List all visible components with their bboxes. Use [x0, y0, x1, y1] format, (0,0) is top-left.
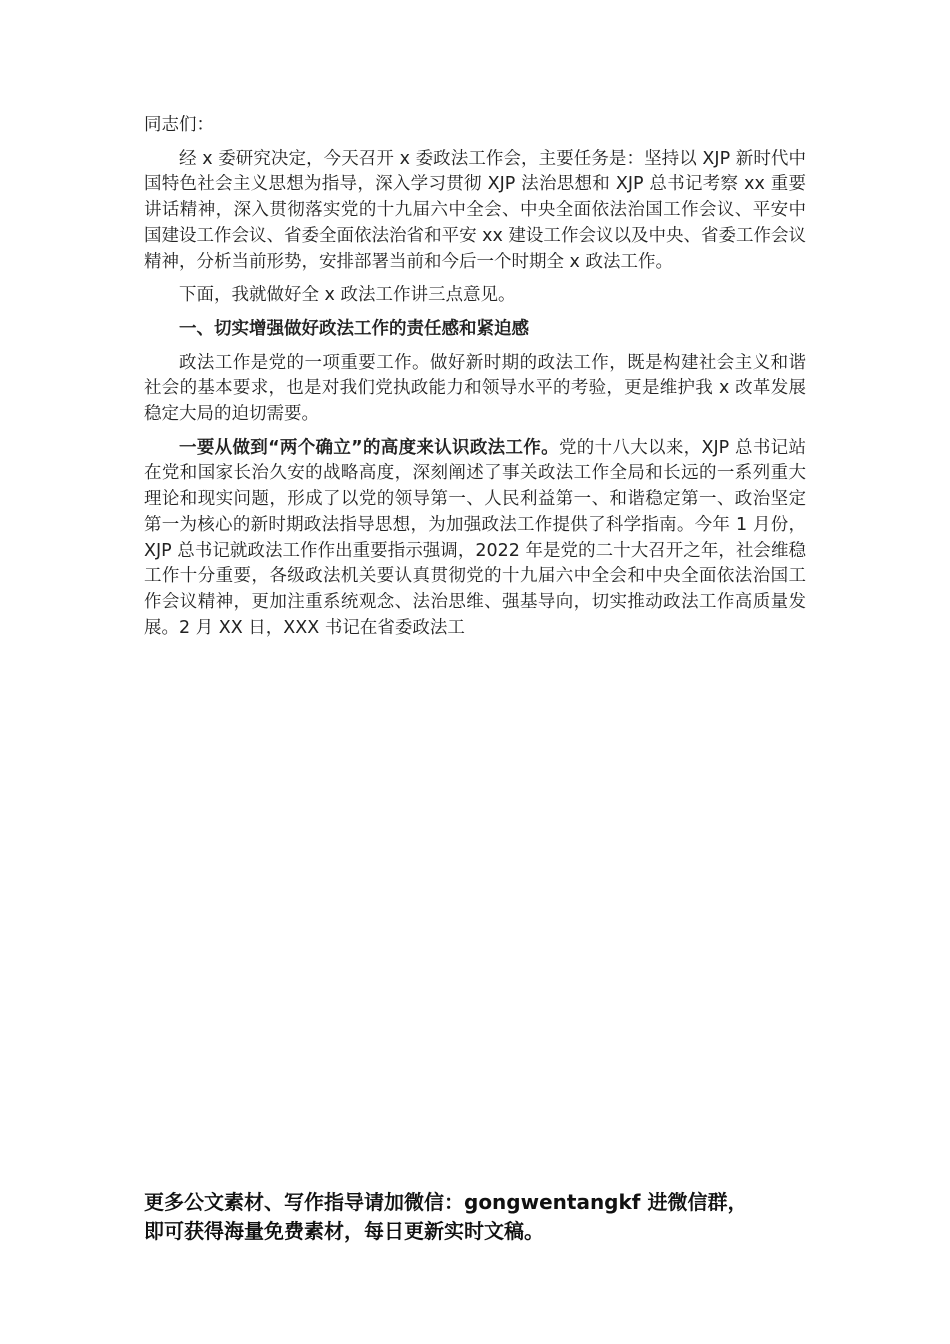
promo-line-2: 即可获得海量免费素材，每日更新实时文稿。	[144, 1219, 544, 1243]
section-heading-1: 一、切实增强做好政法工作的责任感和紧迫感	[179, 318, 529, 339]
point-one-body: 党的十八大以来，XJP 总书记站在党和国家长治久安的战略高度，深刻阐述了事关政法工作全局和长远的一系列重大理论和现实问题，形成了以党的领导第一、人民利益第一、和谐稳定第一、政治坚定第一为核心的新时期政法指导思想，为加强政法工作提供了科学指南。今年 1 月份，XJP 总书记就政法工作作出重要指示强调，2022 年是党的二十大召开之年，社会维稳工作十分重要，各级政法机关要认真贯彻党的十九届六中全会和中央全面依法治国工作会议精神，更加注重系统观念、法治思维、强基导向，切实推动政法工作高质量发展。2 月 XX 日，XXX 书记在省委政法工	[144, 437, 806, 638]
promo-footer	[144, 1188, 844, 1246]
salutation: 同志们：	[144, 115, 214, 135]
paragraph-intro: 经 x 委研究决定，今天召开 x 委政法工作会，主要任务是：坚持以 XJP 新时代中国特色社会主义思想为指导，深入学习贯彻 XJP 法治思想和 XJP 总书记考察 xx 重要讲话精神，深入贯彻落实党的十九届六中全会、中央全面依法治国工作会议、平安中国建设工作会议、省委全面依法治省和平安 xx 建设工作会议以及中央、省委工作会议精神，分析当前形势，安排部署当前和今后一个时期全 x 政法工作。	[144, 148, 806, 272]
promo-line-1: 更多公文素材、写作指导请加微信：gongwentangkf 进微信群，	[144, 1190, 748, 1214]
paragraph-transition: 下面，我就做好全 x 政法工作讲三点意见。	[179, 285, 516, 306]
paragraph-section-intro: 政法工作是党的一项重要工作。做好新时期的政法工作，既是构建社会主义和谐社会的基本要求，也是对我们党执政能力和领导水平的考验，更是维护我 x 改革发展稳定大局的迫切需要。	[144, 352, 806, 425]
document-body	[144, 113, 806, 649]
paragraph-point-one	[144, 436, 806, 642]
point-one-lead: 一要从做到“两个确立”的高度来认识政法工作。	[179, 437, 559, 458]
